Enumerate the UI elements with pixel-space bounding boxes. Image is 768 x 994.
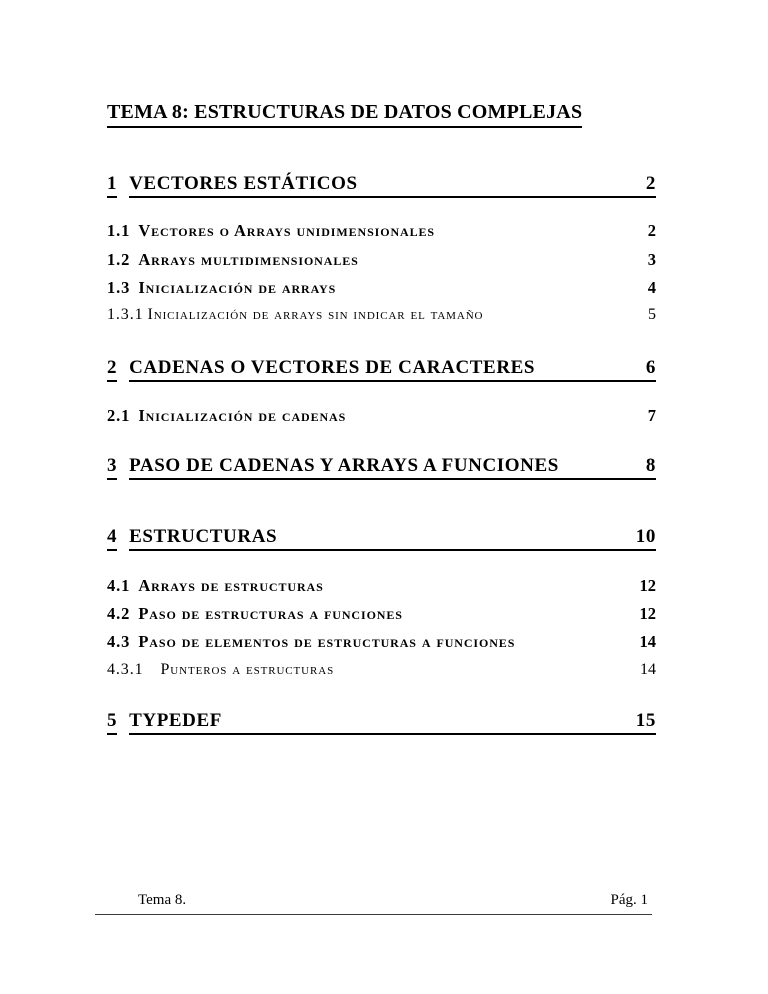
toc-entry-label: Vectores o Arrays unidimensionales [138, 221, 435, 240]
toc-entry-1-2 [107, 250, 656, 270]
toc-entry-1-3 [107, 278, 656, 298]
toc-entry-page: 10 [635, 526, 656, 547]
toc-entry-number: 4.3.1 [107, 661, 144, 678]
toc-entry-page: 2 [647, 221, 656, 240]
toc-entry-page: 7 [647, 406, 656, 425]
toc-entry-1 [107, 173, 656, 198]
toc-entry-1-3-1 [107, 306, 656, 324]
toc-entry-rest [129, 526, 656, 551]
toc-entry-number: 4 [107, 526, 117, 551]
toc-entry-label: Inicialización de arrays [138, 278, 337, 297]
toc-entry-4-3-1 [107, 661, 656, 679]
toc-entry-number: 3 [107, 455, 117, 480]
toc-entry-page: 14 [639, 632, 656, 651]
toc-entry-2 [107, 357, 656, 382]
toc-entry-number: 4.3 [107, 632, 131, 651]
toc-entry-5 [107, 710, 656, 735]
toc-entry-label: Inicialización de arrays sin indicar el tamaño [147, 306, 484, 323]
toc-entry-2-1 [107, 406, 656, 426]
toc-entry-page: 14 [640, 661, 656, 678]
toc-entry-page: 3 [647, 250, 656, 269]
toc-entry-number: 1.1 [107, 221, 131, 240]
toc-entry-label: Inicialización de cadenas [138, 406, 347, 425]
toc-entry-label: PASO DE CADENAS Y ARRAYS A FUNCIONES [129, 455, 559, 476]
page-footer [95, 892, 652, 915]
toc-entry-number: 1.3 [107, 278, 131, 297]
toc-entry-label: Punteros a estructuras [160, 661, 335, 678]
toc-entry-number: 1.3.1 [107, 306, 144, 323]
toc-entry-number: 4.1 [107, 576, 131, 595]
toc-entry-label: ESTRUCTURAS [129, 526, 278, 547]
toc-entry-3 [107, 455, 656, 480]
toc-entry-rest [129, 710, 656, 735]
toc-entry-rest [129, 455, 656, 480]
toc-entry-label: Paso de estructuras a funciones [138, 604, 403, 623]
toc-entry-label: Arrays de estructuras [138, 576, 324, 595]
toc-entry-label: CADENAS O VECTORES DE CARACTERES [129, 357, 536, 378]
document-title: TEMA 8: ESTRUCTURAS DE DATOS COMPLEJAS [107, 101, 582, 128]
toc-entry-page: 2 [645, 173, 656, 194]
toc-entry-label: Arrays multidimensionales [138, 250, 359, 269]
toc-entry-page: 4 [647, 278, 656, 297]
toc-entry-label: TYPEDEF [129, 710, 222, 731]
toc-entry-rest [129, 173, 656, 198]
toc-entry-rest [129, 357, 656, 382]
toc-entry-page: 12 [639, 576, 656, 595]
toc-entry-number: 1.2 [107, 250, 131, 269]
toc-entry-number: 2 [107, 357, 117, 382]
toc-entry-label: VECTORES ESTÁTICOS [129, 173, 358, 194]
toc-entry-label: Paso de elementos de estructuras a funciones [138, 632, 516, 651]
toc-entry-number: 4.2 [107, 604, 131, 623]
toc-entry-4-3 [107, 632, 656, 652]
toc-entry-number: 1 [107, 173, 117, 198]
toc-entry-page: 5 [648, 306, 656, 323]
toc-entry-page: 15 [635, 710, 656, 731]
toc-entry-1-1 [107, 221, 656, 241]
toc-entry-page: 8 [645, 455, 656, 476]
toc-entry-4-2 [107, 604, 656, 624]
toc-entry-page: 12 [639, 604, 656, 623]
toc-entry-4-1 [107, 576, 656, 596]
footer-chapter-label: Tema 8. [138, 892, 187, 908]
toc-entry-4 [107, 526, 656, 551]
toc-entry-number: 2.1 [107, 406, 131, 425]
toc-entry-page: 6 [645, 357, 656, 378]
toc-entry-number: 5 [107, 710, 117, 735]
footer-page-number: Pág. 1 [610, 892, 648, 908]
